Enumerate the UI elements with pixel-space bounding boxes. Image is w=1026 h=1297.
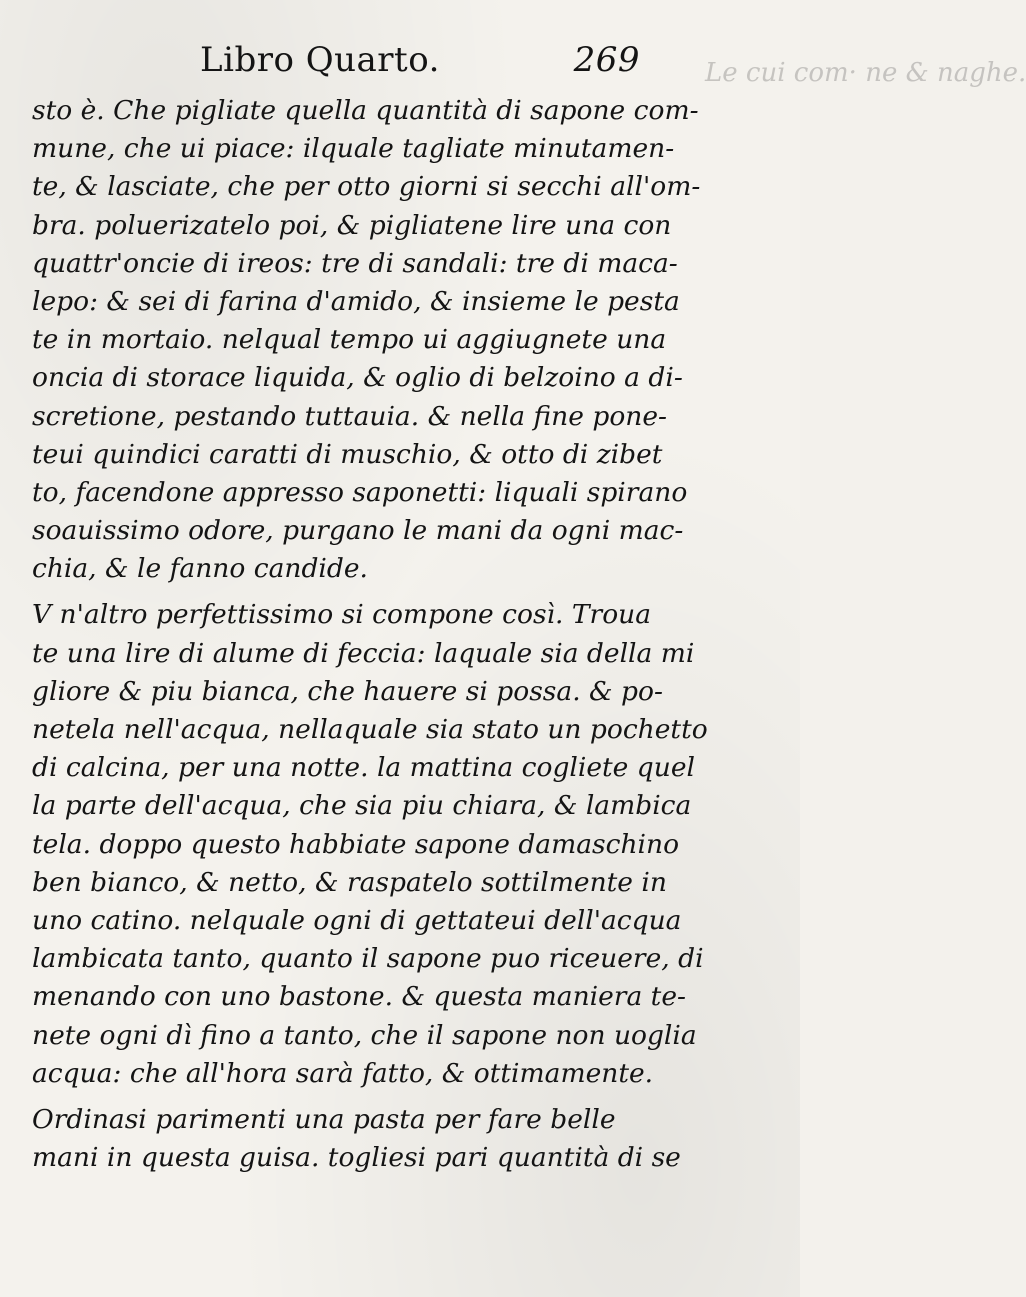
text-line: Ordinasi parimenti una pasta per fare belle (32, 1103, 616, 1135)
text-line: mune, che ui piace: ilquale tagliate minutamen- (32, 133, 675, 165)
text-line: sto è. Che pigliate quella quantità di sapone com- (32, 95, 699, 126)
paragraph (32, 596, 708, 1092)
text-line: acqua: che all'hora sarà fatto, & ottimamente. (32, 1057, 654, 1089)
text-line: gliore & piu bianca, che hauere si possa. & po- (32, 675, 663, 707)
bleed-through-text: Le cui com· ne & naghe. (705, 58, 1026, 88)
text-line: lambicata tanto, quanto il sapone puo riceuere, di (32, 943, 704, 975)
text-line: soauissimo odore, purgano le mani da ogni mac- (32, 515, 684, 547)
paragraph (32, 92, 701, 588)
paragraph-gap (32, 1093, 672, 1101)
text-line: scretione, pestando tuttauia. & nella fine pone- (32, 400, 667, 432)
text-line: chia, & le fanno candide. (32, 553, 368, 585)
text-line: uno catino. nelquale ogni di gettateui dell'acqua (32, 904, 682, 936)
text-line: tela. doppo questo habbiate sapone damaschino (32, 828, 680, 860)
text-line: menando con uno bastone. & questa maniera te- (32, 981, 686, 1013)
running-header (200, 40, 640, 90)
header-title: Libro Quarto. (200, 40, 440, 80)
text-line: te, & lasciate, che per otto giorni si secchi all'om- (32, 171, 701, 203)
text-line: to, facendone appresso saponetti: liquali spirano (32, 476, 688, 508)
text-line: teui quindici caratti di muschio, & otto di zibet (32, 438, 663, 470)
text-line: te una lire di alume di feccia: laquale sia della mi (32, 637, 695, 669)
paragraph-gap (32, 588, 672, 596)
text-line: bra. poluerizatelo poi, & pigliatene lire una con (32, 209, 672, 241)
page-body-text (32, 92, 708, 1177)
text-line: te in mortaio. nelqual tempo ui aggiugnete una (32, 324, 667, 356)
paragraph (32, 1101, 681, 1177)
text-line: di calcina, per una notte. la mattina cogliete quel (32, 752, 695, 784)
text-line: mani in questa guisa. togliesi pari quantità di se (32, 1142, 681, 1174)
text-line: quattr'oncie di ireos: tre di sandali: tre di maca- (32, 247, 678, 279)
text-line: nete ogni dì fino a tanto, che il sapone non uoglia (32, 1019, 697, 1051)
page-number: 269 (573, 40, 640, 80)
text-line: netela nell'acqua, nellaquale sia stato un pochetto (32, 714, 708, 745)
text-line: V n'altro perfettissimo si compone così. Troua (32, 599, 652, 631)
text-line: oncia di storace liquida, & oglio di belzoino a di- (32, 362, 683, 394)
text-line: la parte dell'acqua, che sia piu chiara, & lambica (32, 790, 692, 822)
text-line: lepo: & sei di farina d'amido, & insieme le pesta (32, 285, 680, 317)
text-line: ben bianco, & netto, & raspatelo sottilmente in (32, 866, 667, 898)
